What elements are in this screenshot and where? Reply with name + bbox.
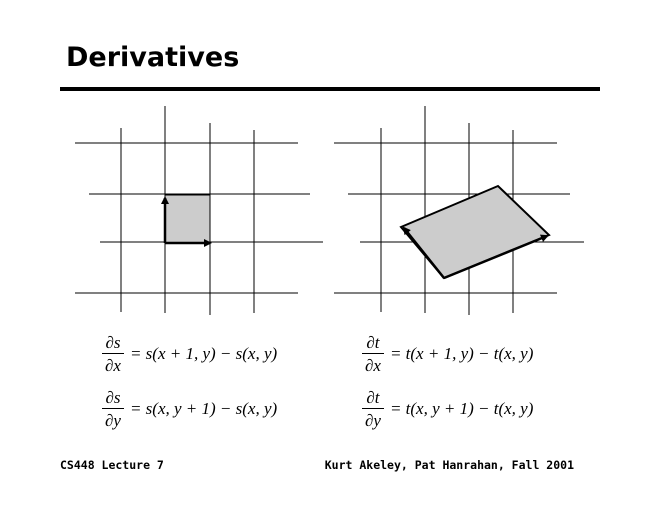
equation-rhs: = t(x, y + 1) − t(x, y) xyxy=(389,399,534,418)
partial-fraction: $\frac{\partial t}{\partial y}$ xyxy=(362,389,384,429)
equation-dt-dy xyxy=(362,384,533,434)
partial-fraction: $\frac{\partial s}{\partial x}$ xyxy=(102,334,124,374)
equation-rhs: = t(x + 1, y) − t(x, y) xyxy=(389,344,534,363)
equation-ds-dy xyxy=(102,384,277,434)
equation-rhs: = s(x, y + 1) − s(x, y) xyxy=(129,399,278,418)
partial-fraction: $\frac{\partial t}{\partial x}$ xyxy=(362,334,384,374)
slide-title: Derivatives xyxy=(66,42,240,73)
partial-fraction: $\frac{\partial s}{\partial y}$ xyxy=(102,389,124,429)
left-pixel-square xyxy=(165,195,210,243)
equation-ds-dx xyxy=(102,329,277,379)
footer-course: CS448 Lecture 7 xyxy=(60,458,164,472)
equation-dt-dx xyxy=(362,329,533,379)
equation-rhs: = s(x + 1, y) − s(x, y) xyxy=(129,344,278,363)
footer-authors: Kurt Akeley, Pat Hanrahan, Fall 2001 xyxy=(324,458,574,472)
